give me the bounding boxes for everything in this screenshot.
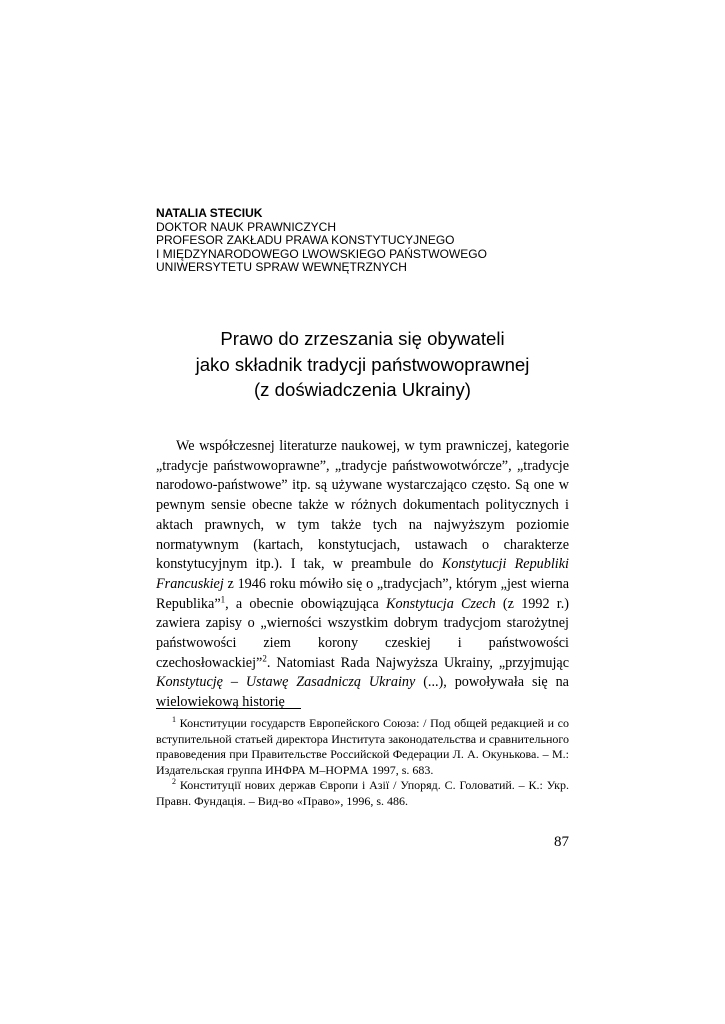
author-degree: DOKTOR NAUK PRAWNICZYCH bbox=[156, 219, 337, 234]
body-text-segment: . Natomiast Rada Najwyższa Ukrainy, „przyjmując bbox=[266, 654, 569, 671]
title-line-2: jako składnik tradycji państwowoprawnej bbox=[195, 353, 530, 375]
footnote-separator bbox=[156, 708, 301, 709]
body-italic-czech-constitution: Konstytucja Czech bbox=[386, 595, 496, 612]
footnote-1 bbox=[156, 716, 569, 778]
author-institution-line-1: I MIĘDZYNARODOWEGO LWOWSKIEGO PAŃSTWOWEGO bbox=[156, 246, 487, 261]
footnote-1-text: Конституции государств Европейского Союза: / Под общей редакцией и со вступительной статьей директора Института законодательства и сравнительного правоведения при Правительстве Российской Федерации Л. А. Окунькова. – М.: Издательская группа ИНФРА М–НОРМА 1997, s. 683. bbox=[156, 716, 569, 777]
title-line-3: (z doświadczenia Ukrainy) bbox=[253, 379, 471, 400]
body-italic-french-constitution: Konstytucji Republiki Francuskiej bbox=[156, 556, 569, 592]
footnote-ref-2[interactable]: 2 bbox=[262, 653, 267, 663]
body-paragraph bbox=[156, 437, 569, 713]
footnotes bbox=[156, 716, 569, 809]
body-italic-ukraine-constitution: Konstytucję – Ustawę Zasadniczą Ukrainy bbox=[156, 674, 416, 691]
author-name: NATALIA STECIUK bbox=[156, 206, 263, 220]
body-text-segment: We współczesnej literaturze naukowej, w tym prawniczej, kategorie „tradycje państwowoprawne”, „tradycje państwowotwórcze”, „tradycje narodowo-państwowe” itp. są używane wystarczająco często. Są one w pewnym sensie obecne także w różnych dokumentach politycznych i aktach prawnych, w tym także tych na najwyższym poziomie normatywnym (kartach, konstytucjach, ustawach o charakterze konstytucyjnym itp.). I tak, w preambule do bbox=[156, 438, 569, 573]
article-title bbox=[156, 326, 569, 403]
author-block bbox=[156, 207, 576, 275]
body-text-segment: (z 1992 r.) zawiera zapisy o „wierności wszystkim dobrym tradycjom starożytnej państwowości ziem korony czeskiej i państwowości czechosłowackiej” bbox=[156, 595, 570, 671]
author-position: PROFESOR ZAKŁADU PRAWA KONSTYTUCYJNEGO bbox=[156, 233, 455, 248]
footnote-ref-1[interactable]: 1 bbox=[220, 593, 226, 604]
footnote-2-text: Конституції нових держав Європи і Азії / Упоряд. С. Головатий. – К.: Укр. Правн. Фундація. – Вид-во «Право», 1996, s. 486. bbox=[156, 778, 569, 808]
footnote-mark-2: 2 bbox=[172, 777, 176, 786]
body-text-segment: z 1946 roku mówiło się o „tradycjach”, którym „jest wierna Republika” bbox=[156, 575, 569, 612]
page-number: 87 bbox=[554, 834, 569, 850]
footnote-2 bbox=[156, 778, 569, 809]
body-text bbox=[156, 437, 569, 713]
body-text-segment: (...), powoływała się na wielowiekową historię bbox=[156, 674, 569, 711]
footnote-mark-1: 1 bbox=[172, 715, 176, 724]
title-line-1: Prawo do zrzeszania się obywateli bbox=[220, 328, 505, 349]
body-text-segment: , a obecnie obowiązująca bbox=[225, 595, 387, 612]
author-institution-line-2: UNIWERSYTETU SPRAW WEWNĘTRZNYCH bbox=[156, 260, 407, 275]
